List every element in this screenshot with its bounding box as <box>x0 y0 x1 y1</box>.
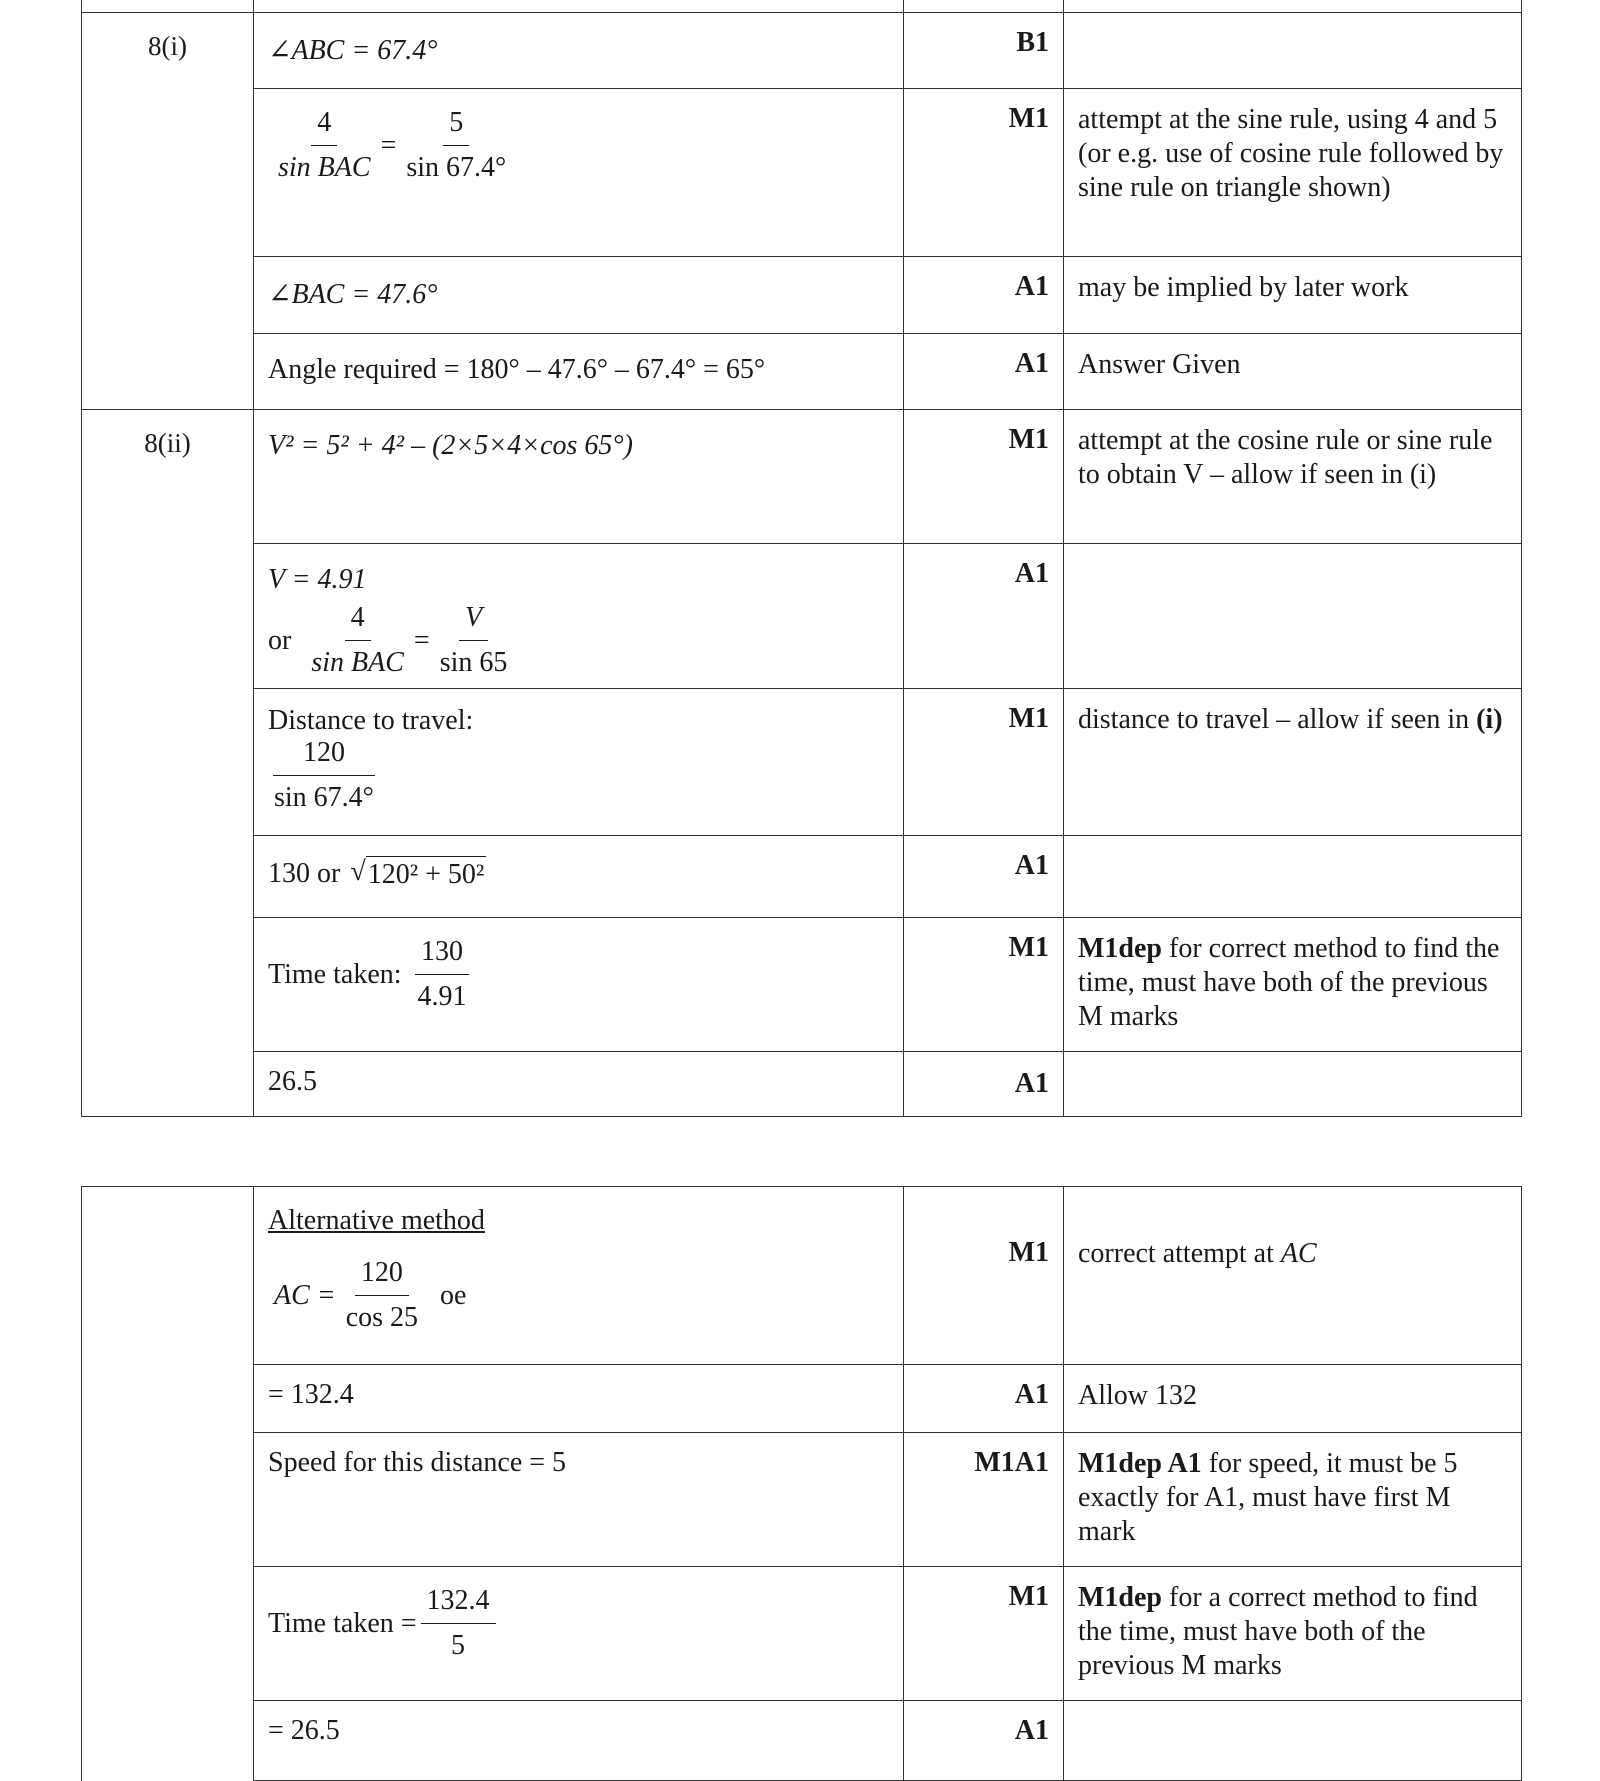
guidance-cell: M1dep for correct method to find the time, must have both of the previous M marks <box>1064 918 1522 1052</box>
mark-cell: M1 <box>904 918 1064 1052</box>
table-row <box>82 918 1522 1052</box>
guidance-cell <box>1064 544 1522 689</box>
guidance-cell <box>1064 13 1522 89</box>
guidance-cell: Allow 132 <box>1064 1365 1522 1433</box>
table-row <box>82 0 1522 13</box>
mark-scheme-table-1 <box>81 0 1522 1117</box>
working-cell: ∠BAC = 47.6° <box>254 257 904 334</box>
working-cell: Time taken: $\frac{130}{4.91}$ <box>254 918 904 1052</box>
guidance-cell: correct attempt at AC <box>1064 1187 1522 1365</box>
mark-cell: A1 <box>904 836 1064 918</box>
fraction: $\frac{132.4}{5}$ <box>421 1585 496 1662</box>
alternative-method-heading: Alternative method <box>268 1205 485 1236</box>
table-row <box>82 13 1522 89</box>
working-cell: V = 4.91 or $\frac{4}{\text{sin BAC}}$ = $\frac{V}{\sin 65}$ <box>254 544 904 689</box>
working-cell: 26.5 <box>254 1052 904 1117</box>
table-row <box>82 689 1522 836</box>
mark-cell: A1 <box>904 334 1064 410</box>
table-row <box>82 257 1522 334</box>
question-number-8i: 8(i) <box>82 13 254 410</box>
table-row <box>82 410 1522 544</box>
guidance-cell: distance to travel – allow if seen in (i) <box>1064 689 1522 836</box>
question-number-blank <box>82 1187 254 1781</box>
mark-cell: M1 <box>904 410 1064 544</box>
guidance-cell: M1dep A1 for speed, it must be 5 exactly for A1, must have first M mark <box>1064 1433 1522 1567</box>
working-cell: Angle required = 180° – 47.6° – 67.4° = 65° <box>254 334 904 410</box>
table-row <box>82 544 1522 689</box>
table-row <box>82 1433 1522 1567</box>
square-root: √ 120² + 50² <box>350 856 485 890</box>
table-row <box>82 836 1522 918</box>
mark-cell: M1 <box>904 1567 1064 1701</box>
working-cell: Distance to travel: $\frac{120}{\sin 67.4^\circ}$ <box>254 689 904 836</box>
fraction: $\frac{5}{\sin 67.4^\circ}$ <box>406 107 507 183</box>
fraction: $\frac{130}{4.91}$ <box>412 936 473 1013</box>
mark-cell: M1 <box>904 1187 1064 1365</box>
table-row <box>82 334 1522 410</box>
working-text: ∠ABC = 67.4° <box>268 35 438 66</box>
working-cell: Time taken = $\frac{132.4}{5}$ <box>254 1567 904 1701</box>
fraction: $\frac{4}{\text{sin BAC}}$ <box>278 107 371 183</box>
guidance-cell <box>1064 1701 1522 1781</box>
fraction: $\frac{V}{\sin 65}$ <box>439 602 508 678</box>
mark-cell: A1 <box>904 544 1064 689</box>
table-row <box>82 1052 1522 1117</box>
mark-cell: A1 <box>904 1365 1064 1433</box>
guidance-cell: attempt at the sine rule, using 4 and 5 (or e.g. use of cosine rule followed by sine rule on triangle shown) <box>1064 89 1522 257</box>
fraction: $\frac{4}{\text{sin BAC}}$ <box>311 602 404 678</box>
guidance-cell <box>1064 1052 1522 1117</box>
question-number-8ii: 8(ii) <box>82 410 254 1117</box>
guidance-cell: may be implied by later work <box>1064 257 1522 334</box>
table-row <box>82 1365 1522 1433</box>
guidance-cell: Answer Given <box>1064 334 1522 410</box>
table-row <box>82 1701 1522 1781</box>
mark-scheme-table-2 <box>81 1186 1522 1781</box>
working-cell: V² = 5² + 4² – (2×5×4×cos 65°) <box>254 410 904 544</box>
working-cell: $\frac{4}{\text{sin BAC}}$ = $\frac{5}{\sin 67.4^\circ}$ <box>254 89 904 257</box>
mark-cell: A1 <box>904 1052 1064 1117</box>
mark-cell: M1 <box>904 89 1064 257</box>
mark-cell: M1 <box>904 689 1064 836</box>
mark-cell: B1 <box>904 13 1064 89</box>
working-cell: Alternative method AC = $\frac{120}{\cos 25}$ oe <box>254 1187 904 1365</box>
guidance-cell: M1dep for a correct method to find the time, must have both of the previous M marks <box>1064 1567 1522 1701</box>
fraction: $\frac{120}{\sin 67.4^\circ}$ <box>274 737 374 813</box>
guidance-cell: attempt at the cosine rule or sine rule to obtain V – allow if seen in (i) <box>1064 410 1522 544</box>
working-cell: = 132.4 <box>254 1365 904 1433</box>
working-cell: = 26.5 <box>254 1701 904 1781</box>
table-row <box>82 89 1522 257</box>
mark-cell: A1 <box>904 1701 1064 1781</box>
table-row <box>82 1567 1522 1701</box>
mark-cell: A1 <box>904 257 1064 334</box>
table-row <box>82 1187 1522 1365</box>
guidance-cell <box>1064 836 1522 918</box>
mark-cell: M1A1 <box>904 1433 1064 1567</box>
fraction: $\frac{120}{\cos 25}$ <box>345 1257 419 1333</box>
working-cell: Speed for this distance = 5 <box>254 1433 904 1567</box>
working-cell <box>254 13 904 89</box>
working-cell: 130 or √ 120² + 50² <box>254 836 904 918</box>
